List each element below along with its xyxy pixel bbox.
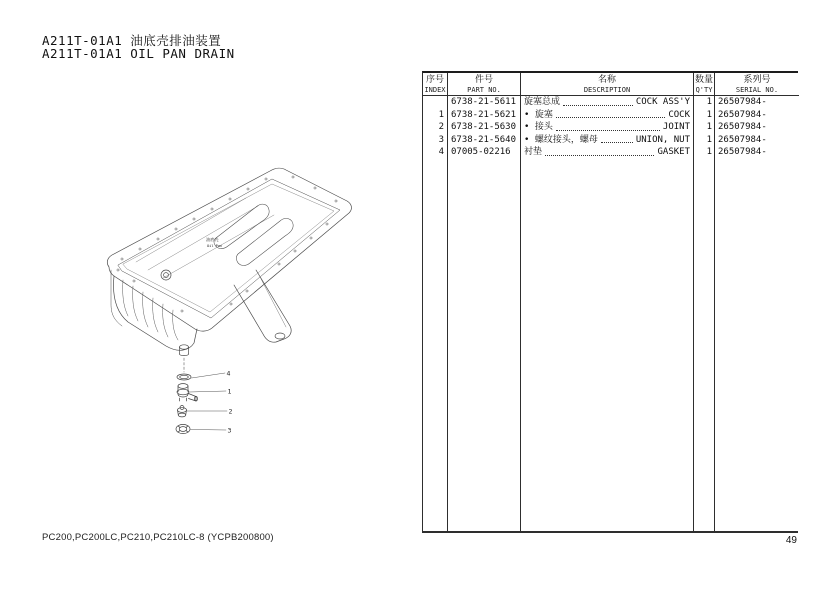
header-index: 序号 INDEX (423, 73, 448, 96)
header-qty: 数量 Q'TY (694, 73, 715, 96)
description-chinese: 旋塞总成 (524, 97, 561, 107)
cell-index (423, 96, 448, 109)
cell-serial: 26507984- (718, 134, 767, 145)
part-gasket (177, 374, 191, 380)
description-chinese: • 螺纹接头，螺母 (524, 134, 598, 145)
dot-leader (598, 134, 636, 147)
dot-leader (560, 96, 636, 109)
description-english: GASKET (657, 147, 690, 157)
header-part-no: 件号 PART NO. (448, 73, 521, 96)
dot-leader (553, 109, 668, 122)
page-title (42, 34, 235, 60)
cell-part-no: 6738-21-5640 (448, 134, 521, 147)
parts-table (422, 71, 798, 533)
cell-serial: 26507984- (718, 147, 767, 157)
cell-serial: 26507984- (718, 109, 767, 120)
cell-qty: 1 (694, 134, 715, 147)
cell-part-no: 6738-21-5621 (448, 109, 521, 122)
callout-2: 2 (228, 407, 233, 416)
part-union-nut (176, 424, 190, 433)
dot-leader (553, 121, 663, 134)
cell-index: 1 (423, 109, 448, 122)
title-english: A211T-01A1 OIL PAN DRAIN (42, 46, 235, 61)
description-english: COCK ASS'Y (635, 97, 690, 107)
cell-serial: 26507984- (718, 122, 767, 132)
description-chinese: • 接头 (524, 122, 553, 132)
oil-pan-exploded-drawing (78, 158, 380, 460)
footer-model-list: PC200,PC200LC,PC210,PC210LC-8 (YCPB200800) (42, 532, 274, 543)
cell-part-no: 6738-21-5630 (448, 121, 521, 134)
cell-description (521, 109, 694, 122)
description-english: COCK (668, 109, 690, 120)
pan-boss (161, 270, 171, 280)
callout-4: 4 (226, 369, 231, 378)
cell-qty: 1 (694, 109, 715, 122)
header-description: 名称 DESCRIPTION (521, 73, 694, 96)
part-cock-assembly (177, 384, 197, 401)
dot-leader (542, 146, 657, 159)
cell-description (521, 96, 694, 109)
callout-3: 3 (227, 426, 232, 435)
cell-part-no: 07005-02216 (448, 146, 521, 159)
cell-index: 4 (423, 146, 448, 159)
pan-label-en: Oil Pan (207, 244, 223, 248)
description-chinese: 衬垫 (524, 147, 543, 157)
cell-qty: 1 (694, 121, 715, 134)
cell-index: 3 (423, 134, 448, 147)
cell-qty: 1 (694, 146, 715, 159)
description-english: UNION, NUT (635, 134, 690, 145)
part-joint (178, 406, 187, 417)
pan-flange-outline (107, 168, 351, 331)
cell-index: 2 (423, 121, 448, 134)
description-english: JOINT (662, 122, 690, 132)
cell-description (521, 134, 694, 147)
description-chinese: • 旋塞 (524, 109, 553, 120)
cell-description (521, 146, 694, 159)
cell-description (521, 121, 694, 134)
cell-qty: 1 (694, 96, 715, 109)
pan-label-cn: 油底壳 (206, 237, 219, 242)
callout-1: 1 (227, 387, 232, 396)
header-serial-no: 系列号 SERIAL NO. (715, 73, 799, 96)
title-chinese: A211T-01A1 油底壳排油装置 (42, 33, 222, 48)
cell-part-no: 6738-21-5611 (448, 96, 521, 109)
cell-serial: 26507984- (718, 97, 767, 107)
page-number: 49 (785, 535, 797, 546)
